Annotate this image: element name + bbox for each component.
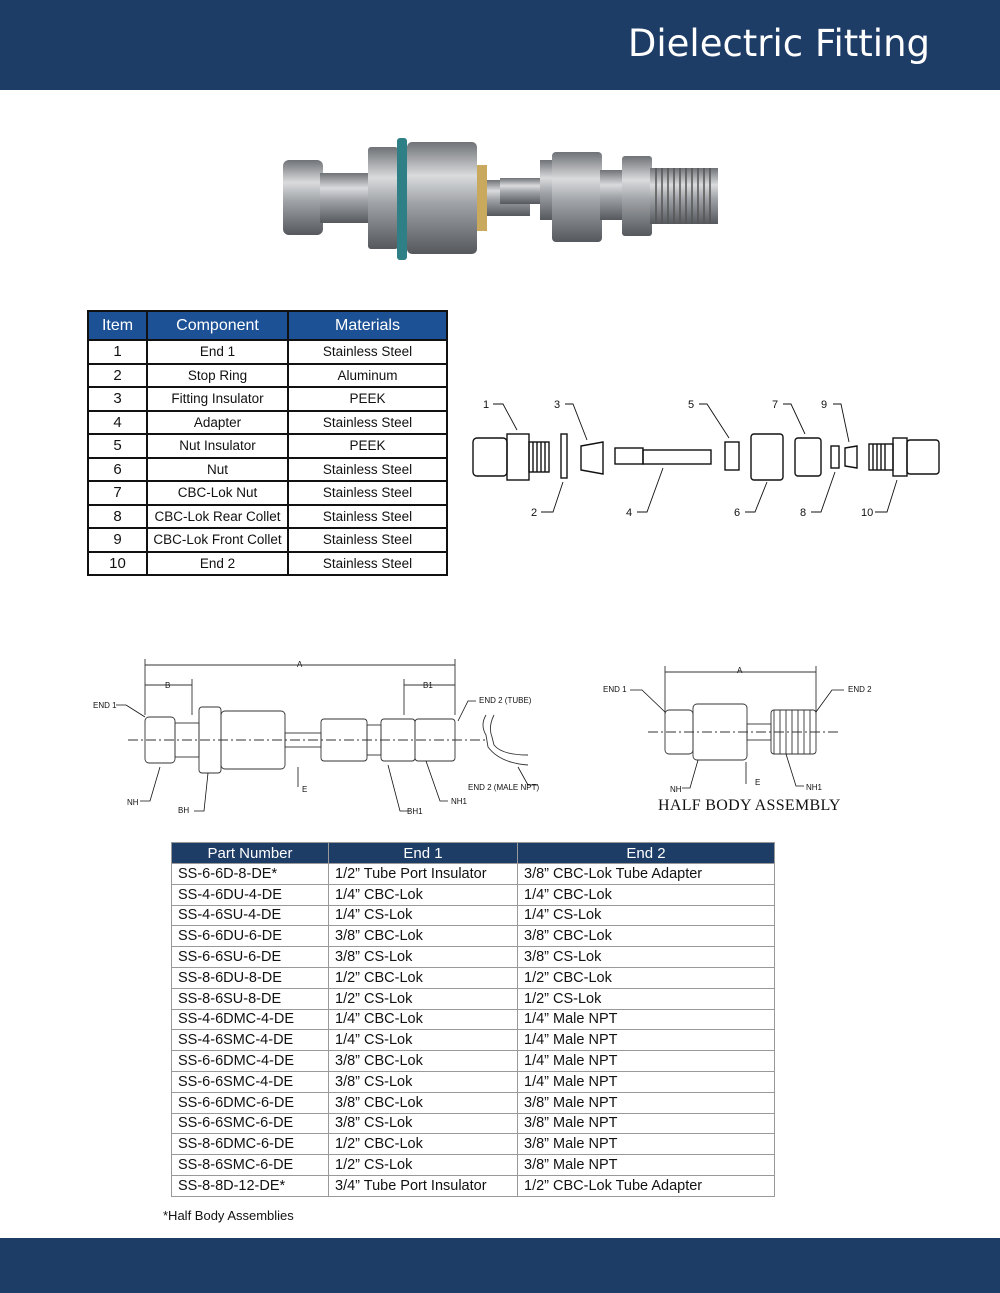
exploded-label-9: 9 <box>821 399 828 411</box>
part-number: SS-4-6SMC-4-DE <box>172 1030 329 1051</box>
end1-value: 3/8” CBC-Lok <box>329 1051 518 1072</box>
table-row <box>172 1113 775 1134</box>
material: Aluminum <box>288 364 447 388</box>
item-number: 2 <box>88 364 147 388</box>
table-row <box>172 1009 775 1030</box>
table-row <box>172 1092 775 1113</box>
table-row <box>172 1175 775 1196</box>
component-name: CBC-Lok Nut <box>147 481 288 505</box>
component-name: Fitting Insulator <box>147 387 288 411</box>
part-number: SS-6-6SMC-6-DE <box>172 1113 329 1134</box>
part-number: SS-8-6DMC-6-DE <box>172 1134 329 1155</box>
fitting-product-image <box>280 135 530 265</box>
end2-value: 1/4” Male NPT <box>518 1030 775 1051</box>
end1-value: 1/4” CBC-Lok <box>329 1009 518 1030</box>
item-number: 3 <box>88 387 147 411</box>
half-end2-label: END 2 <box>848 685 872 694</box>
column-header-component: Component <box>147 311 288 340</box>
component-name: Nut Insulator <box>147 434 288 458</box>
part-number: SS-8-8D-12-DE* <box>172 1175 329 1196</box>
material: Stainless Steel <box>288 458 447 482</box>
end2-value: 1/4” Male NPT <box>518 1071 775 1092</box>
table-row <box>172 884 775 905</box>
item-number: 9 <box>88 528 147 552</box>
table-row <box>88 505 447 529</box>
end1-value: 1/2” CS-Lok <box>329 1155 518 1176</box>
part-number: SS-4-6DMC-4-DE <box>172 1009 329 1030</box>
half-nh-label: NH <box>670 785 682 794</box>
end2-value: 3/8” Male NPT <box>518 1113 775 1134</box>
half-end1-label: END 1 <box>603 685 627 694</box>
end1-value: 1/2” CS-Lok <box>329 988 518 1009</box>
table-row <box>172 967 775 988</box>
part-number: SS-6-6DMC-4-DE <box>172 1051 329 1072</box>
nh-label: NH <box>127 798 139 807</box>
table-row <box>88 411 447 435</box>
table-row <box>88 552 447 576</box>
half-nh1-label: NH1 <box>806 783 823 792</box>
components-table-header <box>88 311 447 340</box>
exploded-label-4: 4 <box>626 507 633 519</box>
exploded-label-2: 2 <box>531 507 538 519</box>
part-number: SS-6-6SMC-4-DE <box>172 1071 329 1092</box>
table-row <box>88 481 447 505</box>
table-row <box>172 988 775 1009</box>
material: Stainless Steel <box>288 528 447 552</box>
part-number-table <box>171 842 775 1197</box>
footnote: *Half Body Assemblies <box>163 1208 294 1223</box>
end2-value: 3/8” Male NPT <box>518 1134 775 1155</box>
end2-tube-label: END 2 (TUBE) <box>479 696 532 705</box>
end2-value: 3/8” Male NPT <box>518 1155 775 1176</box>
component-name: End 1 <box>147 340 288 364</box>
part-number: SS-6-6DMC-6-DE <box>172 1092 329 1113</box>
part-table-header <box>172 843 775 864</box>
exploded-label-3: 3 <box>554 399 561 411</box>
end1-value: 1/4” CBC-Lok <box>329 884 518 905</box>
full-assembly-drawing <box>88 655 548 825</box>
dimension-a-label: A <box>297 660 303 669</box>
table-row <box>172 864 775 885</box>
page-title: Dielectric Fitting <box>627 22 930 65</box>
component-name: Nut <box>147 458 288 482</box>
item-number: 10 <box>88 552 147 576</box>
table-row <box>88 387 447 411</box>
part-number: SS-6-6DU-6-DE <box>172 926 329 947</box>
exploded-label-8: 8 <box>800 507 807 519</box>
end2-value: 3/8” CS-Lok <box>518 947 775 968</box>
table-row <box>88 434 447 458</box>
half-e-label: E <box>755 778 761 787</box>
end1-value: 3/8” CBC-Lok <box>329 926 518 947</box>
exploded-label-6: 6 <box>734 507 741 519</box>
nh1-label: NH1 <box>451 797 468 806</box>
end2-value: 1/2” CBC-Lok Tube Adapter <box>518 1175 775 1196</box>
material: Stainless Steel <box>288 552 447 576</box>
item-number: 6 <box>88 458 147 482</box>
end1-value: 3/8” CBC-Lok <box>329 1092 518 1113</box>
column-header-end2: End 2 <box>518 843 775 864</box>
column-header-end1: End 1 <box>329 843 518 864</box>
dimension-b-label: B <box>165 681 171 690</box>
exploded-label-5: 5 <box>688 399 695 411</box>
item-number: 8 <box>88 505 147 529</box>
end1-value: 1/2” CBC-Lok <box>329 1134 518 1155</box>
end1-value: 1/2” Tube Port Insulator <box>329 864 518 885</box>
page-header <box>0 0 1000 90</box>
half-body-assembly-caption: HALF BODY ASSEMBLY <box>658 797 841 814</box>
table-row <box>88 528 447 552</box>
component-name: Adapter <box>147 411 288 435</box>
end2-value: 1/4” Male NPT <box>518 1009 775 1030</box>
material: Stainless Steel <box>288 481 447 505</box>
column-header-materials: Materials <box>288 311 447 340</box>
material: PEEK <box>288 434 447 458</box>
table-row <box>88 340 447 364</box>
component-name: CBC-Lok Rear Collet <box>147 505 288 529</box>
exploded-label-7: 7 <box>772 399 779 411</box>
end2-value: 1/4” CBC-Lok <box>518 884 775 905</box>
item-number: 5 <box>88 434 147 458</box>
end1-label: END 1 <box>93 701 117 710</box>
material: Stainless Steel <box>288 411 447 435</box>
end1-value: 3/8” CS-Lok <box>329 1113 518 1134</box>
end2-value: 3/8” Male NPT <box>518 1092 775 1113</box>
half-dimension-a-label: A <box>737 666 743 675</box>
component-name: CBC-Lok Front Collet <box>147 528 288 552</box>
table-row <box>172 926 775 947</box>
component-name: End 2 <box>147 552 288 576</box>
column-header-item: Item <box>88 311 147 340</box>
exploded-view-diagram <box>465 390 955 520</box>
end1-value: 1/4” CS-Lok <box>329 905 518 926</box>
material: Stainless Steel <box>288 340 447 364</box>
end1-value: 3/4” Tube Port Insulator <box>329 1175 518 1196</box>
table-row <box>172 905 775 926</box>
table-row <box>172 1155 775 1176</box>
end1-value: 3/8” CS-Lok <box>329 947 518 968</box>
table-row <box>172 1030 775 1051</box>
page-footer <box>0 1238 1000 1293</box>
dimension-b1-label: B1 <box>423 681 433 690</box>
component-name: Stop Ring <box>147 364 288 388</box>
components-table <box>87 310 448 576</box>
e-label: E <box>302 785 308 794</box>
end1-value: 1/2” CBC-Lok <box>329 967 518 988</box>
item-number: 4 <box>88 411 147 435</box>
column-header-part-number: Part Number <box>172 843 329 864</box>
item-number: 7 <box>88 481 147 505</box>
half-body-assembly-drawing <box>598 660 878 810</box>
table-row <box>172 1051 775 1072</box>
fitting-product-image-right <box>500 150 730 250</box>
bh1-label: BH1 <box>407 807 423 816</box>
exploded-label-10: 10 <box>861 507 874 519</box>
end2-npt-label: END 2 (MALE NPT) <box>468 783 540 792</box>
exploded-label-1: 1 <box>483 399 490 411</box>
part-number: SS-4-6DU-4-DE <box>172 884 329 905</box>
end2-value: 1/4” CS-Lok <box>518 905 775 926</box>
end2-value: 3/8” CBC-Lok <box>518 926 775 947</box>
end2-value: 1/2” CS-Lok <box>518 988 775 1009</box>
end2-value: 1/4” Male NPT <box>518 1051 775 1072</box>
part-number: SS-4-6SU-4-DE <box>172 905 329 926</box>
end1-value: 3/8” CS-Lok <box>329 1071 518 1092</box>
table-row <box>88 364 447 388</box>
bh-label: BH <box>178 806 190 815</box>
end2-value: 1/2” CBC-Lok <box>518 967 775 988</box>
part-number: SS-6-6D-8-DE* <box>172 864 329 885</box>
table-row <box>172 1071 775 1092</box>
table-row <box>172 1134 775 1155</box>
material: Stainless Steel <box>288 505 447 529</box>
part-number: SS-6-6SU-6-DE <box>172 947 329 968</box>
end2-value: 3/8” CBC-Lok Tube Adapter <box>518 864 775 885</box>
part-number: SS-8-6SMC-6-DE <box>172 1155 329 1176</box>
material: PEEK <box>288 387 447 411</box>
item-number: 1 <box>88 340 147 364</box>
end1-value: 1/4” CS-Lok <box>329 1030 518 1051</box>
table-row <box>172 947 775 968</box>
part-number: SS-8-6SU-8-DE <box>172 988 329 1009</box>
part-number: SS-8-6DU-8-DE <box>172 967 329 988</box>
table-row <box>88 458 447 482</box>
